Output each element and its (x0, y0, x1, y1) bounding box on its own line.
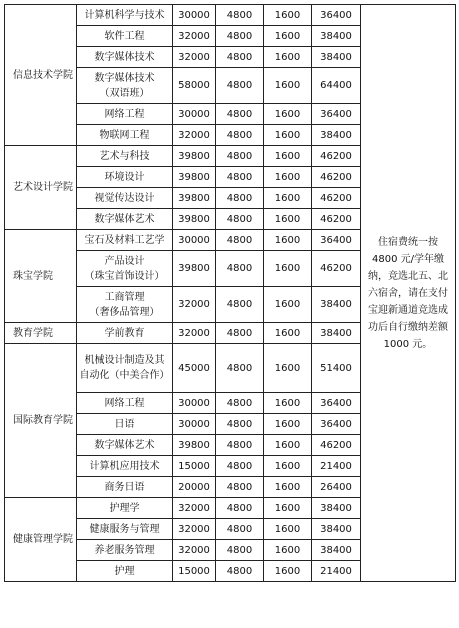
major-name (77, 26, 173, 47)
misc-fee: 1600 (264, 146, 312, 167)
total-fee: 36400 (312, 104, 361, 125)
major-name (77, 167, 173, 188)
major-name (77, 498, 173, 519)
total-fee: 64400 (312, 68, 361, 104)
misc-fee: 1600 (264, 414, 312, 435)
tuition-fee: 39800 (173, 435, 216, 456)
college-name: 信息技术学院 (5, 5, 77, 146)
tuition-fee: 15000 (173, 456, 216, 477)
total-fee: 36400 (312, 230, 361, 251)
tuition-fee: 30000 (173, 230, 216, 251)
misc-fee: 1600 (264, 26, 312, 47)
total-fee: 46200 (312, 188, 361, 209)
misc-fee: 1600 (264, 561, 312, 582)
total-fee: 38400 (312, 47, 361, 68)
accommodation-fee: 4800 (216, 344, 264, 393)
major-name-line: 宝石及材料工艺学 (84, 234, 165, 246)
table-row (5, 5, 456, 26)
major-name (77, 323, 173, 344)
major-name-line: （珠宝首饰设计） (84, 270, 165, 282)
major-name (77, 519, 173, 540)
total-fee: 38400 (312, 323, 361, 344)
college-name: 国际教育学院 (5, 344, 77, 498)
misc-fee: 1600 (264, 230, 312, 251)
total-fee: 38400 (312, 519, 361, 540)
misc-fee: 1600 (264, 344, 312, 393)
major-name-line: 健康服务与管理 (89, 523, 160, 535)
major-name (77, 561, 173, 582)
major-name-line: （奢侈品管理） (89, 306, 160, 318)
accommodation-fee: 4800 (216, 519, 264, 540)
misc-fee: 1600 (264, 125, 312, 146)
misc-fee: 1600 (264, 167, 312, 188)
accommodation-fee: 4800 (216, 5, 264, 26)
accommodation-fee: 4800 (216, 104, 264, 125)
major-name-line: 环境设计 (104, 171, 145, 183)
major-name-line: 护理学 (109, 502, 140, 514)
major-name (77, 540, 173, 561)
major-name (77, 47, 173, 68)
misc-fee: 1600 (264, 251, 312, 287)
total-fee: 38400 (312, 540, 361, 561)
major-name (77, 5, 173, 26)
major-name-line: 自动化（中美合作） (79, 370, 170, 381)
accommodation-fee: 4800 (216, 414, 264, 435)
college-name: 健康管理学院 (5, 498, 77, 582)
major-name (77, 435, 173, 456)
total-fee: 26400 (312, 477, 361, 498)
tuition-fee: 39800 (173, 188, 216, 209)
accommodation-fee: 4800 (216, 435, 264, 456)
major-name (77, 209, 173, 230)
accommodation-note: 住宿费统一按 4800 元/学年缴纳，竞选北五、北六宿舍，请在支付宝迎新通道竞选成功后自行缴纳差额 1000 元。 (361, 5, 456, 582)
major-name (77, 414, 173, 435)
tuition-fee: 30000 (173, 104, 216, 125)
college-name: 教育学院 (5, 323, 77, 344)
misc-fee: 1600 (264, 323, 312, 344)
misc-fee: 1600 (264, 456, 312, 477)
misc-fee: 1600 (264, 287, 312, 323)
total-fee: 36400 (312, 414, 361, 435)
accommodation-fee: 4800 (216, 251, 264, 287)
major-name-line: 数字媒体技术 (94, 72, 155, 84)
major-name-line: 机械设计制造及其 (84, 355, 165, 366)
major-name-line: 软件工程 (104, 30, 145, 42)
misc-fee: 1600 (264, 477, 312, 498)
total-fee: 38400 (312, 287, 361, 323)
tuition-fee: 32000 (173, 47, 216, 68)
total-fee: 46200 (312, 167, 361, 188)
accommodation-fee: 4800 (216, 323, 264, 344)
tuition-fee: 39800 (173, 146, 216, 167)
tuition-fee: 39800 (173, 251, 216, 287)
major-name-line: 养老服务管理 (94, 544, 155, 556)
accommodation-fee: 4800 (216, 498, 264, 519)
fee-table-body (5, 5, 456, 582)
major-name (77, 146, 173, 167)
major-name (77, 393, 173, 414)
accommodation-fee: 4800 (216, 456, 264, 477)
accommodation-fee: 4800 (216, 146, 264, 167)
total-fee: 21400 (312, 456, 361, 477)
misc-fee: 1600 (264, 104, 312, 125)
total-fee: 46200 (312, 146, 361, 167)
major-name-line: 计算机科学与技术 (84, 9, 165, 21)
college-name: 艺术设计学院 (5, 146, 77, 230)
major-name (77, 104, 173, 125)
major-name-line: 护理 (114, 565, 135, 577)
tuition-fee: 32000 (173, 26, 216, 47)
accommodation-fee: 4800 (216, 561, 264, 582)
misc-fee: 1600 (264, 519, 312, 540)
major-name (77, 477, 173, 498)
major-name-line: 计算机应用技术 (89, 460, 160, 472)
tuition-fee: 32000 (173, 519, 216, 540)
major-name (77, 456, 173, 477)
major-name-line: 数字媒体艺术 (94, 213, 155, 225)
misc-fee: 1600 (264, 435, 312, 456)
major-name (77, 125, 173, 146)
tuition-fee: 32000 (173, 540, 216, 561)
major-name (77, 68, 173, 104)
major-name-line: 商务日语 (104, 481, 145, 493)
tuition-fee: 32000 (173, 498, 216, 519)
total-fee: 36400 (312, 5, 361, 26)
total-fee: 46200 (312, 435, 361, 456)
accommodation-fee: 4800 (216, 477, 264, 498)
total-fee: 38400 (312, 26, 361, 47)
accommodation-fee: 4800 (216, 209, 264, 230)
accommodation-fee: 4800 (216, 188, 264, 209)
tuition-fee: 30000 (173, 5, 216, 26)
total-fee: 46200 (312, 209, 361, 230)
misc-fee: 1600 (264, 47, 312, 68)
accommodation-fee: 4800 (216, 68, 264, 104)
misc-fee: 1600 (264, 540, 312, 561)
misc-fee: 1600 (264, 188, 312, 209)
misc-fee: 1600 (264, 5, 312, 26)
tuition-fee: 30000 (173, 393, 216, 414)
major-name-line: 网络工程 (104, 108, 145, 120)
total-fee: 38400 (312, 498, 361, 519)
tuition-fee: 32000 (173, 287, 216, 323)
major-name (77, 251, 173, 287)
total-fee: 38400 (312, 125, 361, 146)
major-name-line: 网络工程 (104, 397, 145, 409)
major-name-line: 产品设计 (104, 255, 145, 267)
misc-fee: 1600 (264, 393, 312, 414)
major-name-line: 工商管理 (104, 291, 145, 303)
tuition-fee: 15000 (173, 561, 216, 582)
major-name-line: 物联网工程 (99, 129, 150, 141)
accommodation-fee: 4800 (216, 287, 264, 323)
major-name-line: 日语 (114, 418, 135, 430)
misc-fee: 1600 (264, 68, 312, 104)
major-name-line: 视觉传达设计 (94, 192, 155, 204)
total-fee: 36400 (312, 393, 361, 414)
accommodation-fee: 4800 (216, 393, 264, 414)
major-name-line: 学前教育 (104, 327, 145, 339)
misc-fee: 1600 (264, 209, 312, 230)
major-name (77, 188, 173, 209)
tuition-fee: 39800 (173, 167, 216, 188)
accommodation-fee: 4800 (216, 125, 264, 146)
tuition-fee: 32000 (173, 323, 216, 344)
fee-table (4, 4, 456, 582)
major-name-line: （双语班） (99, 87, 150, 99)
total-fee: 46200 (312, 251, 361, 287)
misc-fee: 1600 (264, 498, 312, 519)
major-name-line: 数字媒体艺术 (94, 439, 155, 451)
accommodation-fee: 4800 (216, 26, 264, 47)
major-name (77, 230, 173, 251)
major-name-line: 数字媒体技术 (94, 51, 155, 63)
tuition-fee: 20000 (173, 477, 216, 498)
major-name (77, 287, 173, 323)
accommodation-fee: 4800 (216, 47, 264, 68)
total-fee: 51400 (312, 344, 361, 393)
tuition-fee: 58000 (173, 68, 216, 104)
major-name-line: 艺术与科技 (99, 150, 150, 162)
accommodation-fee: 4800 (216, 230, 264, 251)
tuition-fee: 30000 (173, 414, 216, 435)
accommodation-fee: 4800 (216, 167, 264, 188)
tuition-fee: 45000 (173, 344, 216, 393)
accommodation-fee: 4800 (216, 540, 264, 561)
tuition-fee: 32000 (173, 125, 216, 146)
major-name (77, 344, 173, 393)
college-name: 珠宝学院 (5, 230, 77, 323)
tuition-fee: 39800 (173, 209, 216, 230)
total-fee: 21400 (312, 561, 361, 582)
